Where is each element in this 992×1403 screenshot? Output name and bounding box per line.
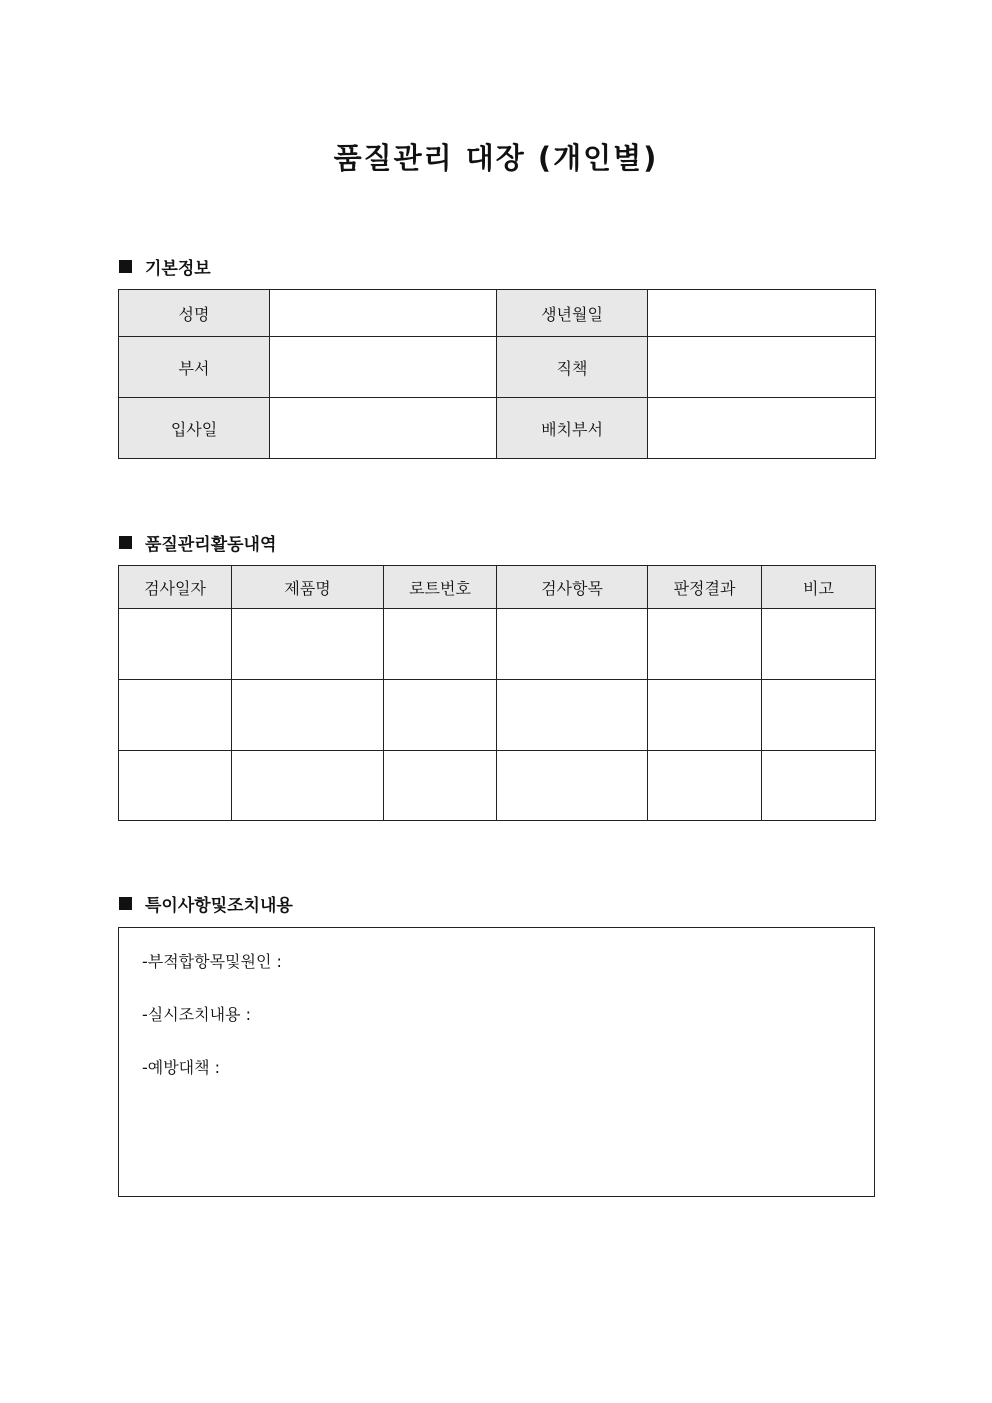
notes-box[interactable]	[118, 927, 875, 1197]
table-cell[interactable]	[384, 680, 497, 751]
table-cell[interactable]	[497, 680, 648, 751]
assigned-department-field[interactable]	[648, 398, 876, 459]
birthdate-field[interactable]	[648, 290, 876, 337]
notes-heading	[119, 891, 293, 916]
table-cell[interactable]	[497, 751, 648, 821]
table-cell[interactable]	[119, 680, 232, 751]
table-cell[interactable]	[762, 680, 876, 751]
position-label: 직책	[497, 337, 648, 398]
name-field[interactable]	[270, 290, 497, 337]
department-label: 부서	[119, 337, 270, 398]
table-row	[119, 751, 876, 821]
activity-header-row	[119, 566, 876, 609]
basic-info-row	[119, 398, 876, 459]
table-cell[interactable]	[232, 751, 384, 821]
nonconformity-cause-line: -부적합항목및원인 :	[142, 952, 282, 971]
assigned-department-label: 배치부서	[497, 398, 648, 459]
hire-date-field[interactable]	[270, 398, 497, 459]
column-header-product-name: 제품명	[232, 566, 384, 609]
table-cell[interactable]	[232, 680, 384, 751]
basic-info-row	[119, 290, 876, 337]
column-header-remarks: 비고	[762, 566, 876, 609]
column-header-inspection-date: 검사일자	[119, 566, 232, 609]
table-row	[119, 680, 876, 751]
column-header-result: 판정결과	[648, 566, 762, 609]
preventive-measure-line: -예방대책 :	[142, 1058, 221, 1077]
square-bullet-icon	[119, 897, 132, 910]
column-header-inspection-item: 검사항목	[497, 566, 648, 609]
activity-table	[118, 565, 876, 821]
table-cell[interactable]	[648, 680, 762, 751]
department-field[interactable]	[270, 337, 497, 398]
corrective-action-line: -실시조치내용 :	[142, 1005, 251, 1024]
column-header-lot-number: 로트번호	[384, 566, 497, 609]
page-title: 품질관리 대장 (개인별)	[333, 141, 659, 175]
square-bullet-icon	[119, 536, 132, 549]
table-cell[interactable]	[497, 609, 648, 680]
birthdate-label: 생년월일	[497, 290, 648, 337]
table-cell[interactable]	[384, 751, 497, 821]
activity-heading	[119, 530, 276, 555]
name-label: 성명	[119, 290, 270, 337]
table-cell[interactable]	[119, 751, 232, 821]
position-field[interactable]	[648, 337, 876, 398]
table-cell[interactable]	[384, 609, 497, 680]
table-cell[interactable]	[648, 751, 762, 821]
square-bullet-icon	[119, 260, 132, 273]
notes-heading-text: 특이사항및조치내용	[145, 896, 293, 916]
table-cell[interactable]	[762, 751, 876, 821]
basic-info-heading-text: 기본정보	[145, 259, 211, 279]
table-row	[119, 609, 876, 680]
basic-info-table	[118, 289, 876, 459]
table-cell[interactable]	[762, 609, 876, 680]
table-cell[interactable]	[648, 609, 762, 680]
table-cell[interactable]	[119, 609, 232, 680]
activity-heading-text: 품질관리활동내역	[145, 535, 277, 555]
hire-date-label: 입사일	[119, 398, 270, 459]
basic-info-heading	[119, 254, 211, 279]
table-cell[interactable]	[232, 609, 384, 680]
basic-info-row	[119, 337, 876, 398]
